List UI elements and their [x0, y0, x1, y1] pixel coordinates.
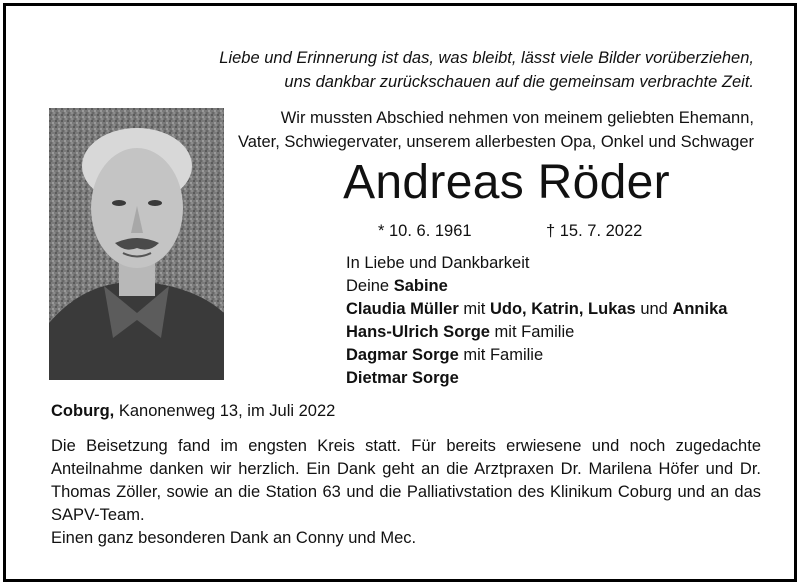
- mourner-line: [346, 321, 727, 344]
- motto-line-2: uns dankbar zurückschauen auf die gemeinsam verbrachte Zeit.: [284, 73, 754, 91]
- mourner-name: Dietmar Sorge: [346, 369, 459, 387]
- mourner-line: [346, 344, 727, 367]
- mourner-name: Claudia Müller: [346, 300, 459, 318]
- obituary-card: [3, 3, 797, 582]
- place-city: Coburg,: [51, 402, 115, 420]
- mourner-name: Annika: [672, 300, 728, 318]
- birth-date: * 10. 6. 1961: [378, 222, 472, 240]
- mourner-name: Dagmar Sorge: [346, 346, 459, 364]
- mourner-text: und: [635, 300, 673, 318]
- notice-closing: Einen ganz besonderen Dank an Conny und Mec.: [51, 529, 417, 547]
- place-and-date: [51, 402, 335, 421]
- motto-line-1: Liebe und Erinnerung ist das, was bleibt, lässt viele Bilder vorüberziehen,: [219, 49, 754, 67]
- mourner-line: [346, 275, 727, 298]
- motto-quote: [154, 46, 754, 94]
- mourners-opening: In Liebe und Dankbarkeit: [346, 254, 530, 272]
- funeral-notice-text: [51, 435, 761, 550]
- announcement-intro: [194, 106, 754, 154]
- intro-line-1: Wir mussten Abschied nehmen von meinem geliebten Ehemann,: [280, 109, 754, 127]
- mourner-line: [346, 367, 727, 390]
- mourner-name: Sabine: [393, 277, 448, 295]
- mourner-line: [346, 298, 727, 321]
- mourner-name: Udo, Katrin, Lukas: [489, 300, 636, 318]
- mourner-text: mit Familie: [489, 323, 575, 341]
- notice-paragraph: Die Beisetzung fand im engsten Kreis statt. Für bereits erwiesene und noch zugedachte Anteilnahme danken wir herzlich. Ein Dank geht an die Arztpraxen Dr. Marilena Höfer und Dr. Thomas Zöller, sowie an die Station 63 und die Palliativstation des Klinikum Coburg und an das SAPV-Team.: [51, 437, 761, 524]
- mourner-text: Deine: [346, 277, 394, 295]
- mourner-text: mit: [458, 300, 490, 318]
- mourner-text: mit Familie: [458, 346, 544, 364]
- intro-line-2: Vater, Schwiegervater, unserem allerbesten Opa, Onkel und Schwager: [237, 133, 754, 151]
- mourners-list: [346, 252, 727, 390]
- deceased-name: Andreas Röder: [343, 156, 670, 209]
- mourner-name: Hans-Ulrich Sorge: [346, 323, 490, 341]
- death-date: † 15. 7. 2022: [546, 222, 643, 240]
- place-address: Kanonenweg 13, im Juli 2022: [114, 402, 336, 420]
